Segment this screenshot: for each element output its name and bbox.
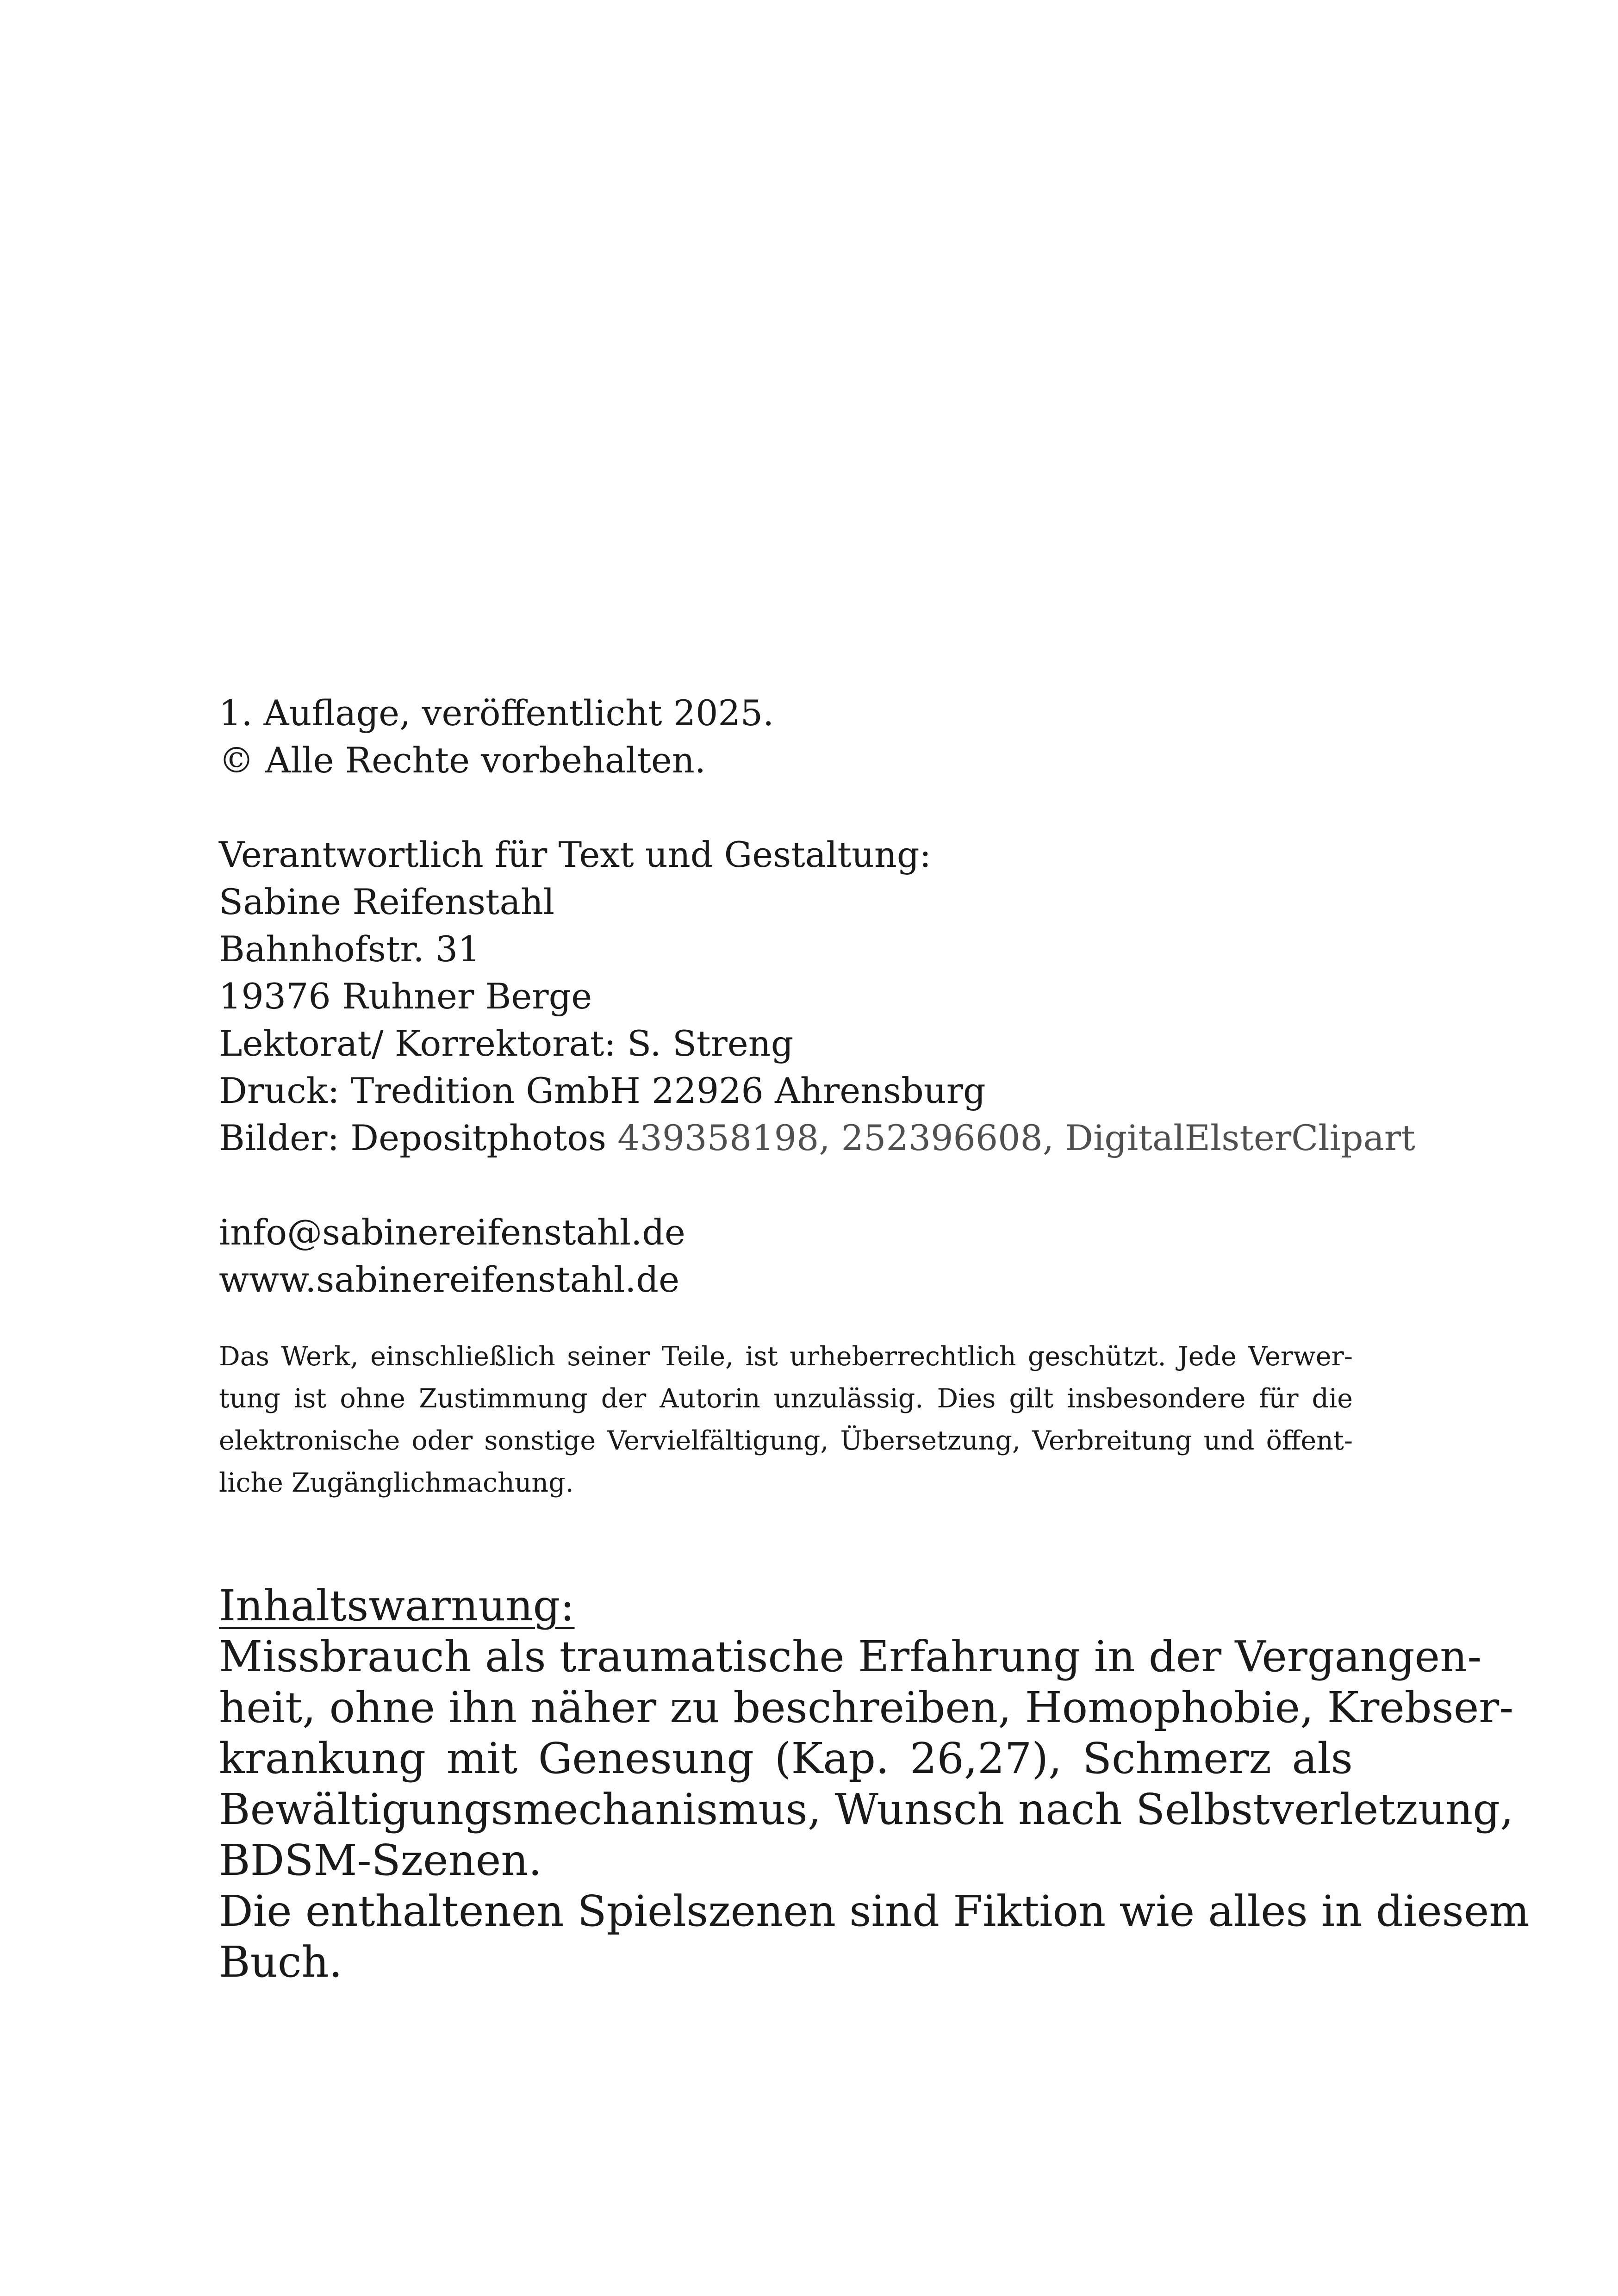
warning-line: Missbrauch als traumatische Erfahrung in der Vergangen- <box>219 1632 1482 1681</box>
imprint-page <box>219 690 1530 1988</box>
author-city: 19376 Ruhner Berge <box>219 976 592 1017</box>
content-warning <box>219 1580 1530 1988</box>
responsible-heading: Verantwortlich für Text und Gestaltung: <box>219 834 932 875</box>
warning-line: Bewältigungsmechanismus, Wunsch nach Selbstverletzung, <box>219 1785 1514 1834</box>
images-ids: 439358198, 252396608, DigitalElsterClipart <box>606 1117 1415 1158</box>
content-warning-heading: Inhaltswarnung: <box>219 1581 575 1630</box>
print-line: Druck: Tredition GmbH 22926 Ahrensburg <box>219 1070 986 1111</box>
images-line <box>219 1114 1415 1162</box>
images-label: Bilder: Depositphotos <box>219 1117 607 1158</box>
warning-line: Buch. <box>219 1937 342 1987</box>
copyright-notice <box>219 1336 1353 1504</box>
edition-block <box>219 690 1353 784</box>
email-link[interactable]: info@sabinereifenstahl.de <box>219 1212 685 1253</box>
warning-line: krankung mit Genesung (Kap. 26,27), Schmerz als <box>219 1734 1353 1783</box>
author-street: Bahnhofstr. 31 <box>219 928 480 970</box>
edition-line: 1. Auflage, veröffentlicht 2025. <box>219 692 774 734</box>
notice-line: elektronische oder sonstige Vervielfältigung, Übersetzung, Verbreitung und öffent- <box>219 1425 1353 1456</box>
warning-line: heit, ohne ihn näher zu beschreiben, Homophobie, Krebser- <box>219 1683 1514 1732</box>
contact-block <box>219 1209 1353 1303</box>
copyright-line: © Alle Rechte vorbehalten. <box>219 740 706 781</box>
notice-line: liche Zugänglichmachung. <box>219 1468 574 1498</box>
responsible-block <box>219 831 1415 1162</box>
author-name: Sabine Reifenstahl <box>219 881 555 922</box>
notice-line: tung ist ohne Zustimmung der Autorin unzulässig. Dies gilt insbesondere für die <box>219 1383 1353 1414</box>
notice-line: Das Werk, einschließlich seiner Teile, ist urheberrechtlich geschützt. Jede Verwer- <box>219 1341 1353 1372</box>
editing-line: Lektorat/ Korrektorat: S. Streng <box>219 1023 794 1064</box>
warning-line: BDSM-Szenen. <box>219 1836 542 1885</box>
website-link[interactable]: www.sabinereifenstahl.de <box>219 1259 680 1300</box>
warning-line: Die enthaltenen Spielszenen sind Fiktion wie alles in diesem <box>219 1886 1530 1936</box>
